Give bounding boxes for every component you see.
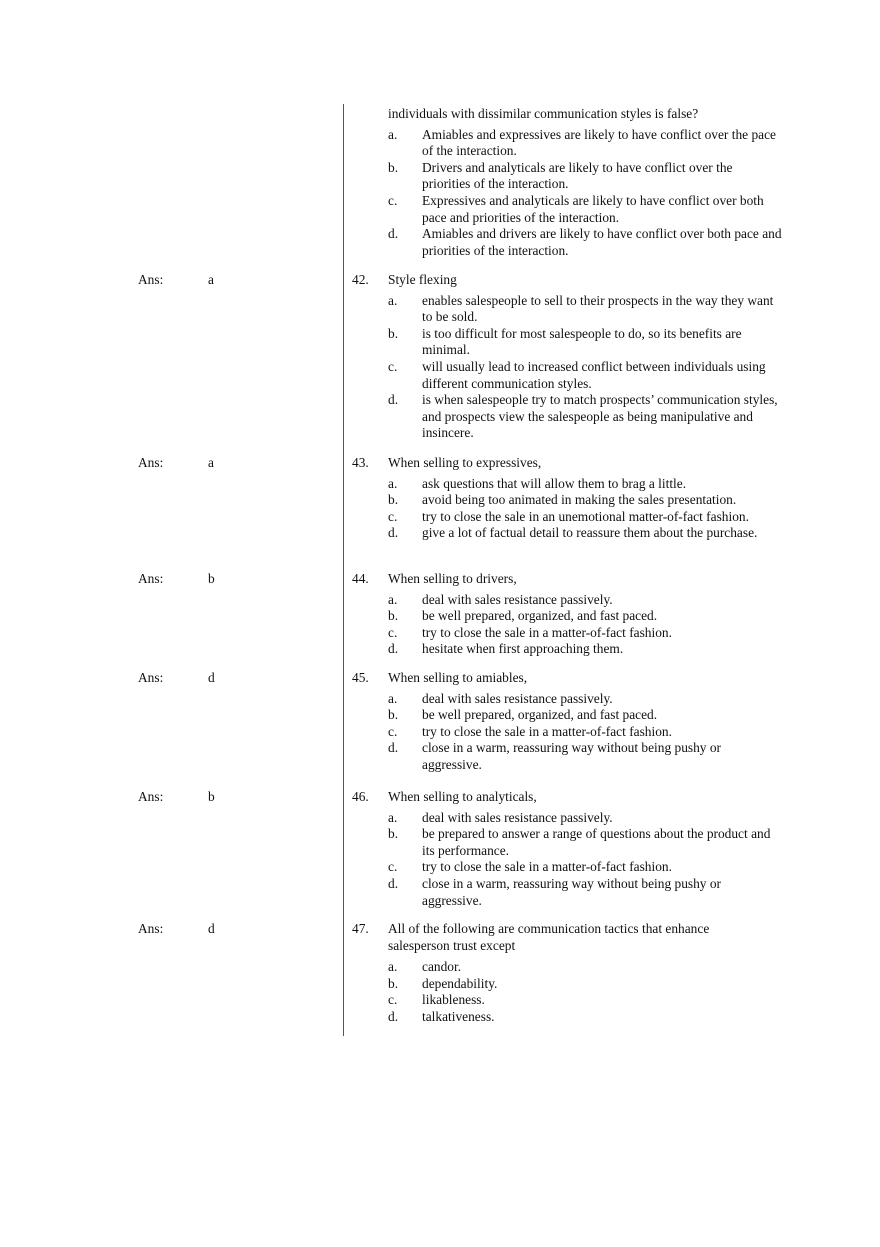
option-letter: a. (388, 475, 398, 491)
option (352, 127, 782, 160)
option (352, 160, 782, 193)
option-text: try to close the sale in a matter-of-fact fashion. (422, 723, 672, 739)
question-stem: When selling to drivers, (388, 571, 517, 586)
option-text: Amiables and drivers are likely to have conflict over both pace and priorities of the interaction. (422, 226, 782, 258)
column-divider (343, 104, 344, 1036)
option-list (352, 476, 782, 542)
option-letter: b. (388, 707, 399, 723)
answer-label: Ans: (138, 571, 164, 586)
option-letter: d. (388, 525, 399, 541)
option (352, 740, 782, 773)
option (352, 326, 782, 359)
question-stem: When selling to analyticals, (388, 789, 537, 804)
answer-label: Ans: (138, 455, 164, 470)
question-45 (352, 670, 782, 774)
option-text: be prepared to answer a range of questions about the product and its performance. (422, 826, 771, 858)
answer-label: Ans: (138, 789, 164, 804)
option-letter: c. (388, 859, 398, 875)
option-text: dependability. (422, 975, 498, 991)
answer-value: a (208, 455, 214, 470)
answer-label: Ans: (138, 272, 164, 287)
option-text: hesitate when first approaching them. (422, 641, 624, 657)
option-letter: a. (388, 959, 398, 975)
question-42 (352, 272, 782, 442)
option-text: deal with sales resistance passively. (422, 809, 613, 825)
option-letter: c. (388, 992, 398, 1008)
option-text: give a lot of factual detail to reassure them about the purchase. (422, 525, 758, 541)
option (352, 810, 782, 827)
option-letter: d. (388, 875, 399, 891)
answer-label: Ans: (138, 670, 164, 685)
option (352, 976, 782, 993)
option-text: try to close the sale in a matter-of-fact fashion. (422, 859, 672, 875)
option-text: likableness. (422, 992, 485, 1008)
option (352, 509, 782, 526)
question-47 (352, 921, 782, 1026)
option-list (352, 959, 782, 1025)
option-text: deal with sales resistance passively. (422, 690, 613, 706)
option-text: is too difficult for most salespeople to do, so its benefits are minimal. (422, 325, 742, 358)
option (352, 959, 782, 976)
option-letter: b. (388, 826, 399, 842)
option-letter: d. (388, 392, 399, 408)
option-text: Amiables and expressives are likely to have conflict over the pace of the interaction. (422, 126, 776, 159)
option-text: be well prepared, organized, and fast paced. (422, 707, 658, 723)
option-list (352, 810, 782, 910)
question-43 (352, 455, 782, 542)
option (352, 724, 782, 741)
option (352, 392, 782, 442)
option-letter: d. (388, 226, 399, 242)
option-letter: d. (388, 740, 399, 756)
option-text: candor. (422, 959, 462, 975)
question-number: 43. (352, 455, 369, 470)
option (352, 691, 782, 708)
option (352, 592, 782, 609)
option-text: Expressives and analyticals are likely to have conflict over both pace and priorities of the interaction. (422, 192, 764, 225)
question-number: 47. (352, 921, 369, 936)
option-text: close in a warm, reassuring way without being pushy or aggressive. (422, 875, 721, 908)
option-list (352, 293, 782, 442)
option (352, 707, 782, 724)
option-letter: c. (388, 358, 398, 374)
question-stem: When selling to expressives, (388, 455, 542, 470)
option-text: try to close the sale in an unemotional matter-of-fact fashion. (422, 508, 749, 524)
option (352, 992, 782, 1009)
option-letter: d. (388, 1008, 399, 1024)
option-text: is when salespeople try to match prospects’ communication styles, and prospects view the salespeople as being manipulative and insincere. (422, 392, 778, 441)
option-letter: b. (388, 159, 399, 175)
option (352, 625, 782, 642)
option (352, 859, 782, 876)
option-list (352, 691, 782, 774)
option-letter: a. (388, 126, 398, 142)
option (352, 359, 782, 392)
question-46 (352, 789, 782, 909)
option-letter: b. (388, 608, 399, 624)
option-letter: b. (388, 975, 399, 991)
question-44 (352, 571, 782, 658)
option-text: talkativeness. (422, 1008, 495, 1024)
question-number: 46. (352, 789, 369, 804)
option (352, 193, 782, 226)
option (352, 876, 782, 909)
option-text: enables salespeople to sell to their prospects in the way they want to be sold. (422, 292, 774, 325)
option-letter: a. (388, 809, 398, 825)
option-text: deal with sales resistance passively. (422, 591, 613, 607)
option-text: will usually lead to increased conflict between individuals using different communication styles. (422, 358, 766, 391)
answer-value: b (208, 789, 215, 804)
option-text: ask questions that will allow them to brag a little. (422, 475, 687, 491)
option (352, 1009, 782, 1026)
question-stem: Style flexing (388, 272, 457, 287)
option-text: try to close the sale in a matter-of-fact fashion. (422, 624, 672, 640)
question-stem: When selling to amiables, (388, 670, 528, 685)
option-letter: c. (388, 508, 398, 524)
question-number: 45. (352, 670, 369, 685)
option-text: Drivers and analyticals are likely to have conflict over the priorities of the interaction. (422, 159, 733, 192)
option (352, 641, 782, 658)
answer-value: a (208, 272, 214, 287)
option-list (352, 127, 782, 260)
option-letter: a. (388, 292, 398, 308)
option-list (352, 592, 782, 658)
option-letter: a. (388, 591, 398, 607)
answer-value: b (208, 571, 215, 586)
option-letter: d. (388, 641, 399, 657)
answer-value: d (208, 921, 215, 936)
option (352, 525, 782, 542)
option-letter: c. (388, 192, 398, 208)
option-text: close in a warm, reassuring way without being pushy or aggressive. (422, 740, 721, 772)
option-letter: b. (388, 492, 399, 508)
option (352, 476, 782, 493)
option (352, 492, 782, 509)
option (352, 608, 782, 625)
option-letter: b. (388, 325, 399, 341)
option (352, 826, 782, 859)
option-letter: c. (388, 624, 398, 640)
answer-label: Ans: (138, 921, 164, 936)
question-number: 42. (352, 272, 369, 287)
option (352, 226, 782, 259)
option-text: be well prepared, organized, and fast paced. (422, 608, 658, 624)
question-stem: individuals with dissimilar communication styles is false? (388, 106, 699, 121)
option-letter: a. (388, 690, 398, 706)
question-41-continuation (352, 106, 782, 259)
option (352, 293, 782, 326)
question-stem: All of the following are communication tactics that enhance salesperson trust except (388, 921, 710, 953)
option-text: avoid being too animated in making the sales presentation. (422, 492, 737, 508)
question-number: 44. (352, 571, 369, 586)
answer-value: d (208, 670, 215, 685)
option-letter: c. (388, 723, 398, 739)
